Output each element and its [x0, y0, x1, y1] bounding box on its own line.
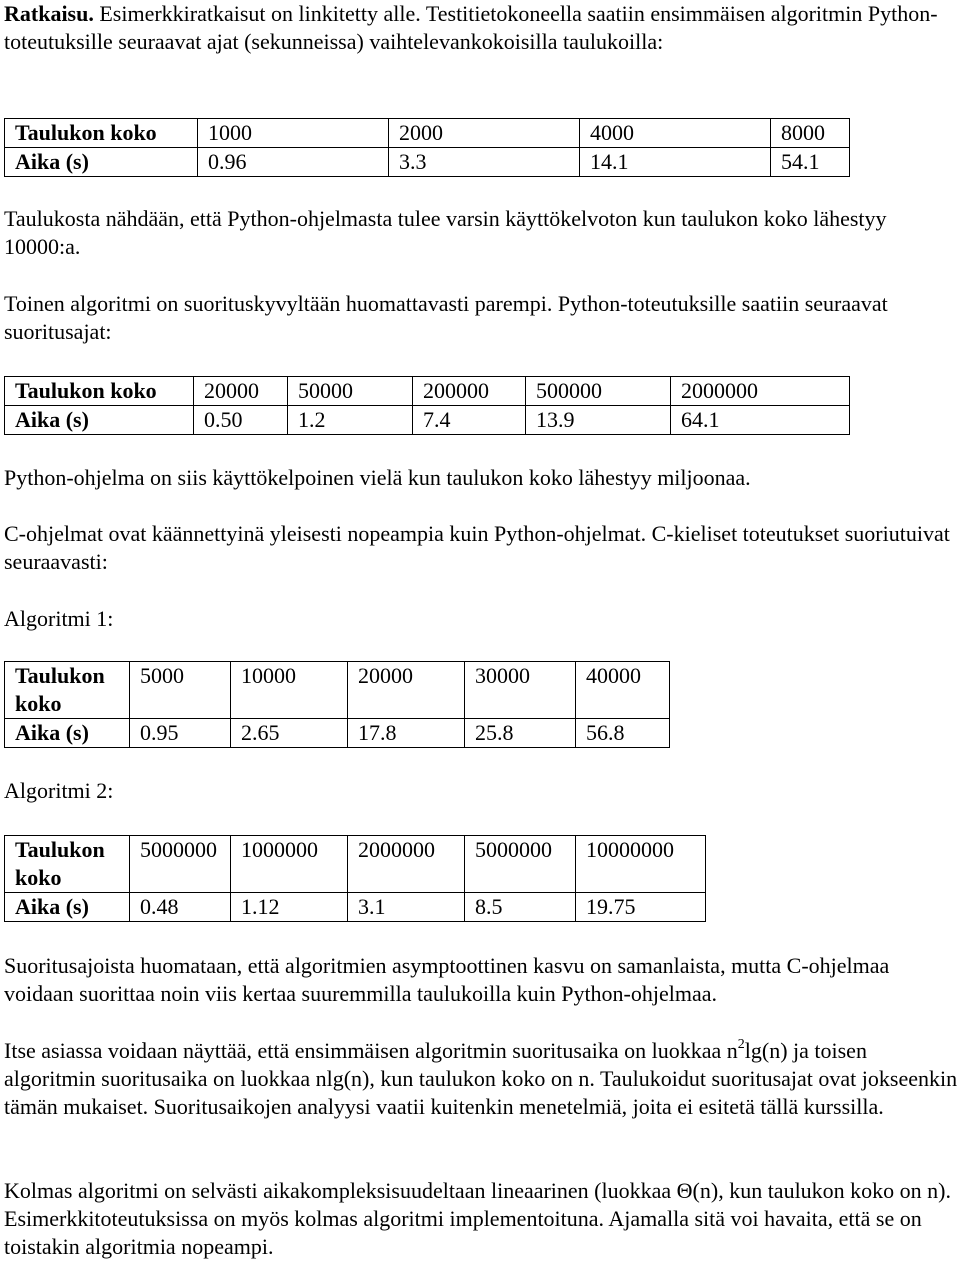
time-cell: 25.8 [465, 719, 576, 748]
intro-text: Testitietokoneella saatiin ensimmäisen algoritmin Python-toteutuksille seuraavat ajat (sekunneissa) vaihtelevankokoisilla taulukoilla: [4, 1, 938, 54]
c-algorithm1-table [4, 661, 670, 748]
size-cell: 2000000 [348, 836, 465, 893]
size-cell: 30000 [465, 662, 576, 719]
size-cell: 8000 [771, 119, 850, 148]
size-cell: 5000000 [465, 836, 576, 893]
time-row-label: Aika (s) [5, 406, 194, 435]
time-cell: 64.1 [671, 406, 850, 435]
size-cell: 50000 [288, 377, 413, 406]
time-cell: 3.3 [389, 148, 580, 177]
paragraph-complexity [4, 1037, 958, 1121]
solution-heading: Ratkaisu. [4, 1, 94, 26]
size-cell: 20000 [348, 662, 465, 719]
time-cell: 3.1 [348, 893, 465, 922]
time-row-label: Aika (s) [5, 148, 198, 177]
complexity-text-start: Itse asiassa voidaan näyttää, että ensimmäisen algoritmin suoritusaika on luokkaa n [4, 1038, 738, 1063]
size-cell: 4000 [580, 119, 771, 148]
size-row-label: Taulukon koko [5, 662, 130, 719]
python-algorithm1-table [4, 118, 850, 177]
time-cell: 0.95 [130, 719, 231, 748]
paragraph-second-algorithm: Toinen algoritmi on suorituskyvyltään huomattavasti parempi. Python-toteutuksille saatiin seuraavat suoritusajat: [4, 291, 888, 344]
exponent: 2 [737, 1036, 745, 1052]
paragraph-asymptotic-growth: Suoritusajoista huomataan, että algoritmien asymptoottinen kasvu on samanlaista, mutta C-ohjelmaa voidaan suorittaa noin viis kertaa suuremmilla taulukoilla kuin Python-ohjelmaa. [4, 953, 890, 1006]
size-cell: 200000 [413, 377, 526, 406]
time-cell: 14.1 [580, 148, 771, 177]
paragraph-python-usable: Python-ohjelma on siis käyttökelpoinen vielä kun taulukon koko lähestyy miljoonaa. [4, 465, 751, 490]
example-solutions-link[interactable]: Esimerkkiratkaisut on linkitetty alle. [99, 1, 421, 26]
size-row-label: Taulukon koko [5, 119, 198, 148]
time-row-label: Aika (s) [5, 719, 130, 748]
size-cell: 1000 [198, 119, 389, 148]
time-cell: 1.12 [231, 893, 348, 922]
size-cell: 2000 [389, 119, 580, 148]
size-cell: 2000000 [671, 377, 850, 406]
paragraph-c-programs: C-ohjelmat ovat käännettyinä yleisesti nopeampia kuin Python-ohjelmat. C-kieliset toteutukset suoriutuivat seuraavasti: [4, 521, 950, 574]
size-cell: 500000 [526, 377, 671, 406]
size-cell: 10000 [231, 662, 348, 719]
time-cell: 13.9 [526, 406, 671, 435]
time-cell: 0.50 [194, 406, 288, 435]
size-cell: 1000000 [231, 836, 348, 893]
python-algorithm2-table [4, 376, 850, 435]
time-cell: 1.2 [288, 406, 413, 435]
time-cell: 19.75 [576, 893, 706, 922]
time-cell: 7.4 [413, 406, 526, 435]
time-row-label: Aika (s) [5, 893, 130, 922]
time-cell: 0.48 [130, 893, 231, 922]
c-algorithm2-table [4, 835, 706, 922]
paragraph-third-algorithm: Kolmas algoritmi on selvästi aikakompleksisuudeltaan lineaarinen (luokkaa Θ(n), kun taulukon koko on n). Esimerkkitoteutuksissa on myös kolmas algoritmi implementoituna. Ajamalla sitä voi havaita, että se on toistakin algoritmia nopeampi. [4, 1178, 952, 1259]
size-row-label: Taulukon koko [5, 836, 130, 893]
algorithm1-label: Algoritmi 1: [4, 606, 114, 631]
time-cell: 56.8 [576, 719, 670, 748]
time-cell: 17.8 [348, 719, 465, 748]
time-cell: 54.1 [771, 148, 850, 177]
paragraph-python-unusable: Taulukosta nähdään, että Python-ohjelmasta tulee varsin käyttökelvoton kun taulukon koko lähestyy 10000:a. [4, 206, 887, 259]
size-cell: 5000 [130, 662, 231, 719]
intro-paragraph [4, 0, 958, 56]
size-cell: 5000000 [130, 836, 231, 893]
size-row-label: Taulukon koko [5, 377, 194, 406]
time-cell: 2.65 [231, 719, 348, 748]
time-cell: 8.5 [465, 893, 576, 922]
size-cell: 40000 [576, 662, 670, 719]
size-cell: 10000000 [576, 836, 706, 893]
size-cell: 20000 [194, 377, 288, 406]
algorithm2-label: Algoritmi 2: [4, 778, 114, 803]
time-cell: 0.96 [198, 148, 389, 177]
complexity-text-end: lg(n) ja toisen algoritmin suoritusaika on luokkaa nlg(n), kun taulukon koko on n. Taulukoidut suoritusajat ovat jokseenkin tämän mukaiset. Suoritusaikojen analyysi vaatii kuitenkin menetelmiä, joita ei esitetä tällä kurssilla. [4, 1038, 958, 1119]
